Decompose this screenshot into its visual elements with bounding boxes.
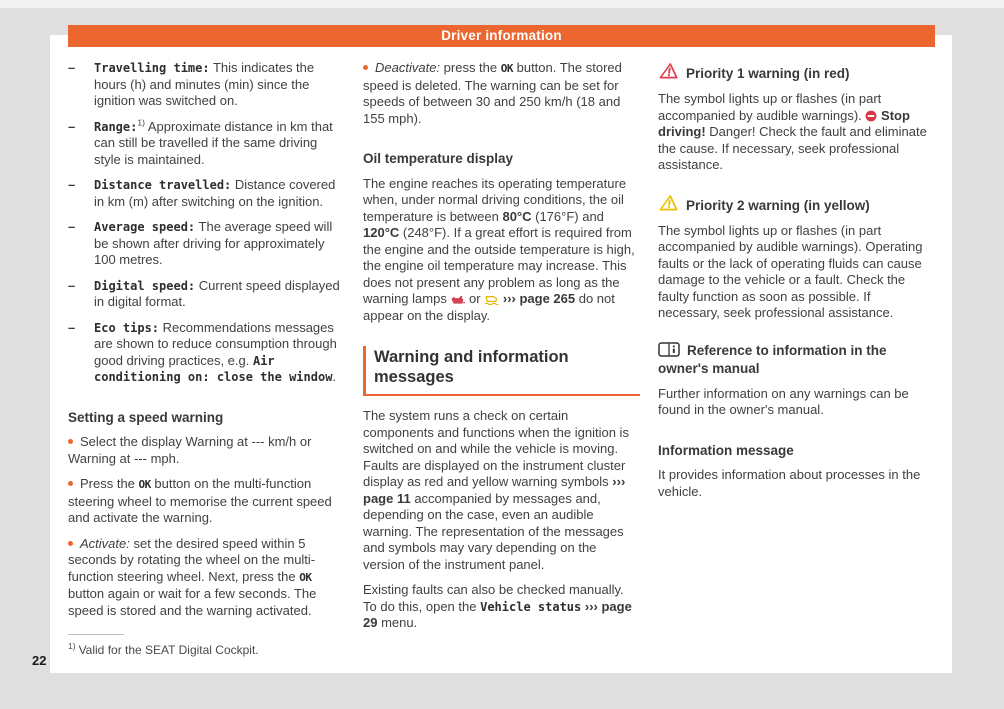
text-segment: button again or wait for a few seconds. The speed is stored and the warning activated.	[68, 586, 317, 618]
text-segment: Average speed:	[94, 220, 196, 234]
text-segment: button on the multi-function steering wheel to memorise the current speed and activate the warning.	[68, 476, 332, 525]
text-segment: Deactivate:	[375, 60, 441, 75]
icon-heading	[658, 62, 935, 83]
oil-level-yellow-icon	[484, 295, 499, 305]
page-number: 22	[32, 653, 47, 668]
list-item-text	[94, 219, 345, 269]
text-segment: Approximate distance in km that can still be travelled if the same driving style is maintained.	[94, 118, 333, 167]
icon-heading	[658, 342, 935, 378]
sub-heading: Oil temperature display	[363, 151, 514, 166]
dash-bullet: –	[68, 219, 76, 234]
list-item-text	[94, 60, 345, 110]
paragraph	[658, 91, 935, 174]
text-segment: Existing faults can also be checked manually. To do this, open the	[363, 582, 624, 614]
text-segment: The average speed will be shown after driving for approximately 100 metres.	[94, 219, 333, 267]
dash-bullet: –	[68, 277, 76, 293]
instruction-step	[68, 434, 345, 467]
text-segment: It provides information about processes in the vehicle.	[658, 467, 921, 499]
text-segment: .	[332, 369, 337, 384]
text-segment: (248°F). If a great effort is required from the engine and the outside temperature is high, the engine oil temperature may increase. This does not present any problem as long as the warning lamps	[363, 225, 635, 306]
text-segment: Digital speed:	[94, 278, 196, 293]
footnote	[68, 634, 259, 657]
text-segment: This indicates the hours (h) and minutes (min) since the ignition was switched on.	[94, 60, 315, 108]
text-segment: The symbol lights up or flashes (in part accompanied by audible warnings).	[658, 91, 882, 123]
list-item-text	[94, 177, 345, 210]
text-segment: Stop driving!	[658, 107, 910, 139]
text-segment: Distance travelled:	[94, 178, 232, 192]
text-segment: ››› page 265	[502, 291, 576, 306]
orange-bullet	[363, 65, 368, 70]
text-segment: Press the	[80, 476, 139, 491]
ok-key-label: OK	[500, 62, 513, 75]
text-segment: menu.	[377, 615, 418, 630]
icon-heading-text: Priority 1 warning (in red)	[686, 66, 850, 81]
orange-bullet	[68, 481, 73, 486]
warning-triangle-yellow-icon	[658, 194, 679, 212]
sub-heading: Information message	[658, 442, 794, 458]
text-segment: Select the display Warning at --- km/h or Warning at --- mph.	[68, 434, 312, 466]
paragraph	[363, 176, 640, 325]
stop-icon	[865, 110, 877, 122]
footnote-marker: 1)	[68, 641, 76, 651]
text-segment: Vehicle status	[480, 599, 582, 614]
paragraph	[658, 467, 935, 500]
ok-key-label: OK	[138, 478, 151, 491]
list-item	[68, 320, 345, 386]
icon-heading	[658, 194, 935, 215]
dash-bullet: –	[68, 60, 76, 75]
dash-bullet: –	[68, 319, 76, 335]
footnote-text: Valid for the SEAT Digital Cockpit.	[78, 643, 259, 657]
text-segment: Danger! Check the fault and eliminate the cause. If necessary, seek professional assistance.	[658, 124, 927, 172]
text-segment: set the desired speed within 5 seconds by rotating the wheel on the multi-function steering wheel. Next, press the	[68, 535, 316, 584]
text-segment: The symbol lights up or flashes (in part accompanied by audible warnings). Operating faults or the lack of operating fluids can cause damage to the vehicle or a fault. Check the faulty function as soon as possible. If necessary, seek professional assistance.	[658, 222, 923, 320]
icon-heading-text: Priority 2 warning (in yellow)	[686, 197, 870, 213]
text-segment: Further information on any warnings can be found in the owner's manual.	[658, 385, 909, 417]
dash-bullet: –	[68, 118, 76, 134]
text-segment: Current speed displayed in digital format.	[94, 277, 340, 309]
owners-manual-book-icon	[658, 342, 680, 357]
text-segment: ››› page 29	[363, 598, 632, 630]
column-middle	[363, 60, 640, 641]
text-segment: Travelling time:	[94, 61, 210, 75]
text-segment: press the	[440, 60, 501, 75]
footnote-divider	[68, 634, 124, 635]
warning-triangle-red-icon	[658, 62, 679, 80]
text-segment: Eco tips:	[94, 320, 160, 335]
oil-pressure-red-icon	[450, 295, 465, 305]
list-item-text	[94, 320, 345, 386]
text-segment: (176°F) and	[531, 208, 604, 224]
icon-heading-text: Reference to information in the owner's manual	[658, 342, 887, 376]
orange-bullet	[68, 439, 73, 444]
dash-bullet: –	[68, 177, 76, 192]
chapter-header: Driver information	[68, 25, 935, 47]
text-segment: Air conditioning on: close the window	[94, 353, 333, 384]
text-segment: do not appear on the display.	[363, 291, 615, 323]
manual-page	[50, 35, 952, 673]
text-segment: ››› page 11	[363, 474, 626, 506]
ok-key-label: OK	[299, 570, 312, 584]
list-item	[68, 60, 345, 110]
paragraph	[658, 223, 935, 322]
sub-heading: Setting a speed warning	[68, 409, 224, 425]
column-left	[68, 60, 345, 641]
viewer-top-strip	[0, 0, 1004, 8]
text-segment: The system runs a check on certain components and functions when the ignition is switched on and while the vehicle is moving. Faults are displayed on the instrument cluster display as red and yellow warning symbols	[363, 408, 629, 489]
text-segment: 1)	[137, 117, 145, 128]
text-segment: button. The stored speed is deleted. The warning can be set for speeds of between 30 and 250 km/h (18 and 155 mph).	[363, 60, 622, 126]
column-right	[658, 60, 935, 641]
text-segment: 80°C	[502, 208, 532, 224]
text-segment: 120°C	[363, 225, 400, 240]
list-item-text	[94, 278, 345, 311]
instruction-step	[68, 536, 345, 620]
instruction-step	[363, 60, 640, 127]
list-item	[68, 219, 345, 269]
text-segment: Distance covered in km (m) after switching on the ignition.	[94, 177, 336, 209]
list-item-text	[94, 119, 345, 169]
text-segment: Recommendations messages are shown to reduce consumption through good driving practices, e.g.	[94, 319, 337, 368]
paragraph	[363, 582, 640, 632]
text-segment: accompanied by messages and, depending on the case, even an audible warning. The representation of the messages and symbols may vary depending on the version of the instrument panel.	[363, 490, 624, 572]
paragraph	[658, 386, 935, 419]
paragraph	[363, 408, 640, 573]
text-segment: or	[465, 291, 485, 306]
list-item	[68, 278, 345, 311]
section-title: Warning and information messages	[363, 346, 640, 396]
list-item	[68, 177, 345, 210]
text-segment: Activate:	[80, 535, 130, 551]
page-columns	[68, 60, 935, 641]
orange-bullet	[68, 541, 73, 546]
text-segment: Range:	[94, 119, 138, 134]
list-item	[68, 119, 345, 169]
instruction-step	[68, 476, 345, 527]
text-segment: The engine reaches its operating temperature when, under normal driving conditions, the oil temperature is between	[363, 175, 627, 224]
